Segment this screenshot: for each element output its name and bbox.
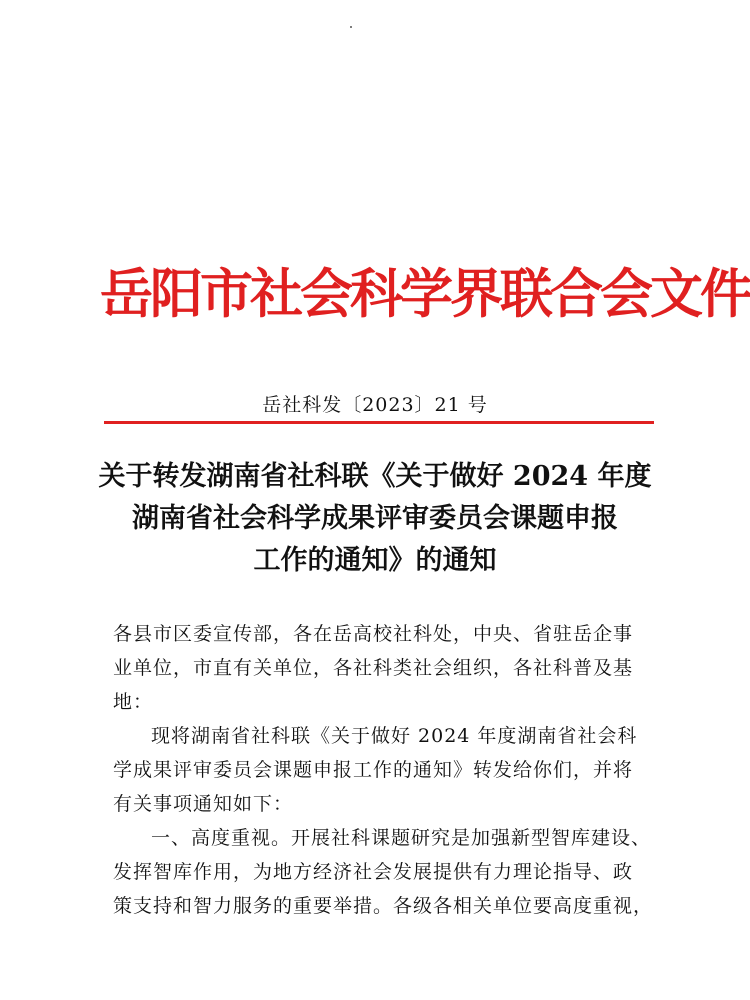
paragraph-line: 策支持和智力服务的重要举措。各级各相关单位要高度重视， xyxy=(113,895,654,917)
issuer-heading: 岳阳市社会科学界联合会文件 xyxy=(100,263,750,325)
document-body xyxy=(113,617,653,923)
red-divider-line xyxy=(104,421,654,424)
paragraph-line: 发挥智库作用，为地方经济社会发展提供有力理论指导、政 xyxy=(113,861,634,883)
document-number: 岳社科发〔2023〕21 号 xyxy=(262,394,488,416)
addressee-line: 业单位，市直有关单位，各社科类社会组织，各社科普及基 xyxy=(113,657,634,679)
addressee-line: 地： xyxy=(113,691,154,713)
paragraph-line: 学成果评审委员会课题申报工作的通知》转发给你们，并将 xyxy=(113,759,634,781)
paragraph-line: 有关事项通知如下： xyxy=(113,793,294,815)
title-line: 关于转发湖南省社科联《关于做好 2024 年度 xyxy=(98,461,652,492)
paragraph-line: 现将湖南省社科联《关于做好 2024 年度湖南省社会科 xyxy=(151,725,638,747)
title-line: 湖南省社会科学成果评审委员会课题申报 xyxy=(132,503,618,534)
document-title xyxy=(0,456,750,582)
scan-speck xyxy=(350,26,352,28)
paragraph-line: 一、高度重视。开展社科课题研究是加强新型智库建设、 xyxy=(151,827,652,849)
addressee-line: 各县市区委宣传部，各在岳高校社科处，中央、省驻岳企事 xyxy=(113,623,634,645)
title-line: 工作的通知》的通知 xyxy=(253,545,497,576)
